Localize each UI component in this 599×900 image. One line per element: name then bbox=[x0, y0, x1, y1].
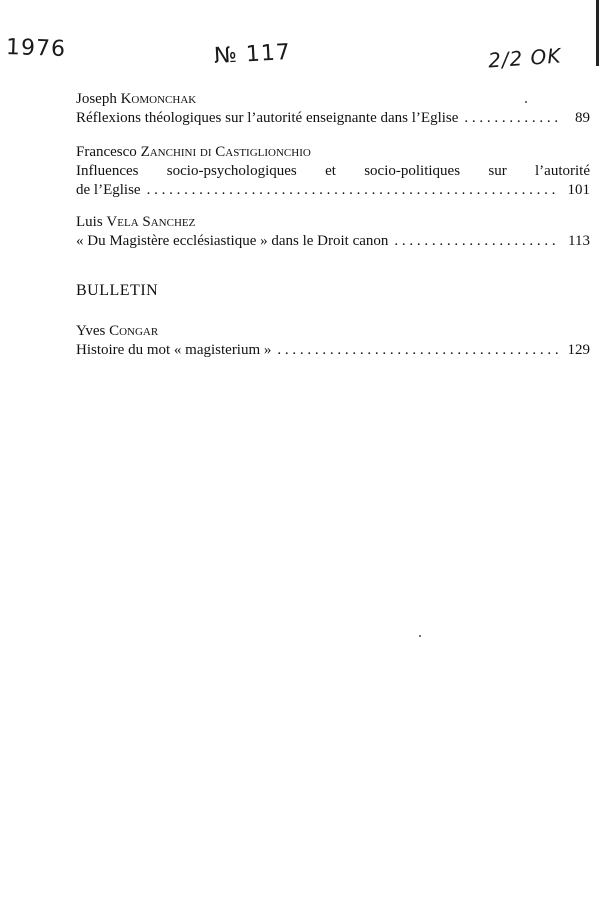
dot-leader bbox=[147, 181, 558, 200]
page-number: 101 bbox=[567, 182, 590, 198]
entry-title: « Du Magistère ecclésiastique » dans le Droit canon bbox=[76, 233, 389, 249]
page-number: 113 bbox=[568, 233, 590, 249]
toc-entry-komonchak bbox=[76, 90, 590, 128]
entry-title: Influences socio-psychologiques et socio-politiques sur l’autorité bbox=[76, 163, 590, 179]
entry-title: Réflexions théologiques sur l’autorité enseignante dans l’Eglise bbox=[76, 110, 459, 126]
page-number: 89 bbox=[575, 110, 590, 126]
author-first-name: Yves bbox=[76, 323, 106, 339]
author-last-name: Vela Sanchez bbox=[106, 214, 196, 230]
handwritten-year: 1976 bbox=[5, 34, 67, 63]
author-first-name: Luis bbox=[76, 214, 103, 230]
author-first-name: Francesco bbox=[76, 144, 137, 160]
entry-title-line bbox=[76, 109, 590, 128]
entry-title-continued: de l’Eglise bbox=[76, 182, 141, 198]
entry-title-line bbox=[76, 181, 590, 200]
entry-author bbox=[76, 143, 590, 162]
entry-title-line bbox=[76, 232, 590, 251]
dot-leader bbox=[277, 341, 558, 360]
dot-leader bbox=[394, 232, 558, 251]
section-heading-bulletin: BULLETIN bbox=[76, 282, 159, 299]
toc-entry-zanchini bbox=[76, 143, 590, 200]
author-last-name: Congar bbox=[109, 323, 159, 339]
handwritten-issue-number: № 117 bbox=[213, 40, 292, 69]
entry-title: Histoire du mot « magisterium » bbox=[76, 342, 272, 358]
author-first-name: Joseph bbox=[76, 91, 117, 107]
entry-author bbox=[76, 322, 590, 341]
handwritten-status-note: 2/2 OK bbox=[487, 43, 563, 73]
entry-author bbox=[76, 90, 590, 109]
page-number: 129 bbox=[567, 342, 590, 358]
author-last-name: Zanchini di Castiglionchio bbox=[140, 144, 311, 160]
toc-entry-congar bbox=[76, 322, 590, 360]
dot-leader bbox=[464, 109, 558, 128]
toc-entry-vela-sanchez bbox=[76, 213, 590, 251]
author-last-name: Komonchak bbox=[120, 91, 197, 107]
entry-title-line bbox=[76, 341, 590, 360]
scan-speck bbox=[525, 101, 527, 103]
scan-speck bbox=[419, 635, 421, 637]
table-of-contents bbox=[76, 90, 590, 360]
entry-author bbox=[76, 213, 590, 232]
